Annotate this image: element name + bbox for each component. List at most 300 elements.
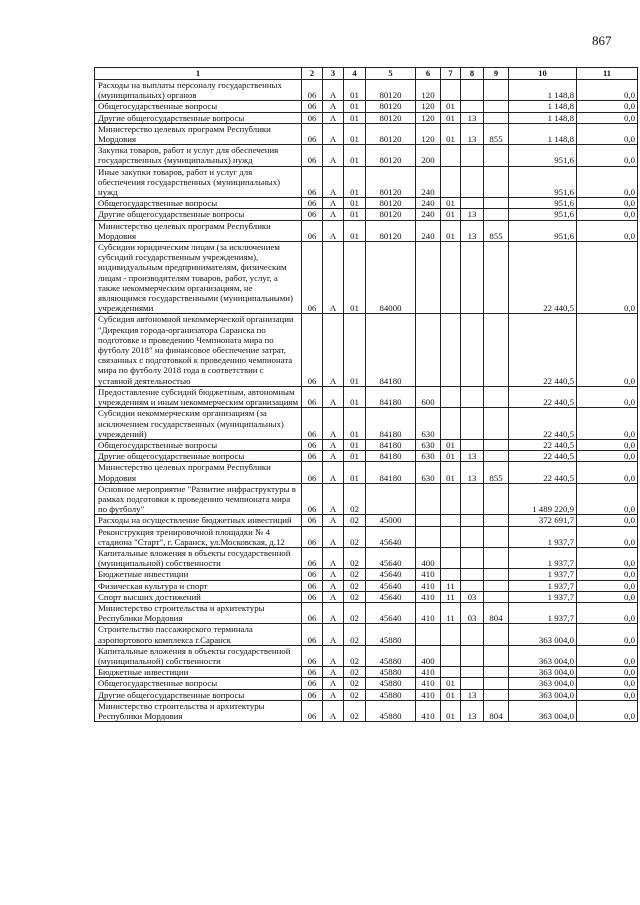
amount-extra-cell: 0,0 [577,123,638,144]
subprogram-code-cell: 01 [344,242,366,314]
expense-type-code-cell [416,314,441,386]
table-row [95,314,638,386]
expense-type-code-cell: 400 [416,547,441,568]
expense-type-code-cell: 630 [416,439,441,450]
chapter-code-cell [441,645,461,666]
chapter-code-cell: 01 [441,123,461,144]
program-code-cell: А [323,462,344,483]
amount-extra-cell: 0,0 [577,166,638,198]
table-row [95,624,638,645]
subprogram-code-cell: 01 [344,220,366,241]
subprogram-code-cell: 01 [344,112,366,123]
subprogram-code-cell: 02 [344,678,366,689]
program-code-cell: А [323,569,344,580]
ministry-code-cell [484,101,509,112]
subprogram-code-cell: 02 [344,700,366,721]
ministry-code-cell [484,451,509,462]
table-row [95,689,638,700]
section-code-cell: 06 [302,667,323,678]
section-code-cell: 06 [302,624,323,645]
table-row [95,569,638,580]
expense-type-code-cell: 400 [416,645,441,666]
chapter-code-cell: 01 [441,678,461,689]
section-code-cell: 06 [302,451,323,462]
table-row [95,515,638,526]
target-item-code-cell: 45640 [366,591,416,602]
ministry-code-cell [484,547,509,568]
amount-cell: 1 489 220,9 [509,483,577,515]
program-code-cell: А [323,112,344,123]
amount-cell: 1 148,8 [509,112,577,123]
ministry-code-cell [484,645,509,666]
program-code-cell: А [323,547,344,568]
section-code-cell: 06 [302,101,323,112]
target-item-code-cell: 84180 [366,314,416,386]
section-code-cell: 06 [302,408,323,440]
column-header: 2 [302,68,323,80]
ministry-code-cell [484,667,509,678]
subsection-code-cell [461,242,484,314]
header-row [95,68,638,80]
section-code-cell: 06 [302,689,323,700]
target-item-code-cell: 80120 [366,123,416,144]
subsection-code-cell [461,145,484,166]
subprogram-code-cell: 01 [344,451,366,462]
chapter-code-cell: 01 [441,451,461,462]
amount-extra-cell: 0,0 [577,101,638,112]
chapter-code-cell [441,242,461,314]
chapter-code-cell [441,408,461,440]
amount-cell: 1 148,8 [509,80,577,101]
table-row [95,112,638,123]
expense-type-code-cell: 200 [416,145,441,166]
amount-cell: 951,6 [509,166,577,198]
program-code-cell: А [323,386,344,407]
program-code-cell: А [323,101,344,112]
subsection-code-cell: 13 [461,462,484,483]
subprogram-code-cell: 02 [344,515,366,526]
table-body [95,80,638,722]
target-item-code-cell: 45640 [366,602,416,623]
expense-type-code-cell [416,242,441,314]
table-row [95,386,638,407]
amount-extra-cell: 0,0 [577,483,638,515]
chapter-code-cell [441,515,461,526]
section-code-cell: 06 [302,678,323,689]
ministry-code-cell [484,166,509,198]
item-name-cell: Предоставление субсидий бюджетным, автономным учреждениям и иным некоммерческим организациям [95,386,302,407]
chapter-code-cell: 11 [441,602,461,623]
item-name-cell: Закупка товаров, работ и услуг для обеспечения государственных (муниципальных) нужд [95,145,302,166]
expense-type-code-cell [416,624,441,645]
item-name-cell: Субсидии юридическим лицам (за исключением субсидий государственным учреждениям), индивидуальным предпринимателям, физическим лицам - производителям товаров, работ, услуг, а также некоммерческим организациям, не являющимся государственными (муниципальными) учреждениями [95,242,302,314]
amount-extra-cell: 0,0 [577,242,638,314]
amount-cell: 22 440,5 [509,462,577,483]
ministry-code-cell [484,314,509,386]
table-row [95,591,638,602]
table-row [95,198,638,209]
item-name-cell: Субсидии некоммерческим организациям (за исключением государственных (муниципальных) учреждений) [95,408,302,440]
ministry-code-cell [484,569,509,580]
target-item-code-cell: 84180 [366,386,416,407]
subsection-code-cell [461,314,484,386]
item-name-cell: Реконструкция тренировочной площадки № 4 стадиона "Старт", г. Саранск, ул.Московская, д.12 [95,526,302,547]
subprogram-code-cell: 01 [344,386,366,407]
subsection-code-cell [461,483,484,515]
target-item-code-cell: 45640 [366,569,416,580]
expense-type-code-cell: 120 [416,80,441,101]
target-item-code-cell: 84180 [366,408,416,440]
chapter-code-cell: 01 [441,689,461,700]
ministry-code-cell: 804 [484,700,509,721]
column-header: 4 [344,68,366,80]
table-row [95,439,638,450]
amount-extra-cell: 0,0 [577,602,638,623]
subprogram-code-cell: 02 [344,591,366,602]
ministry-code-cell: 855 [484,220,509,241]
ministry-code-cell [484,209,509,220]
amount-cell: 1 937,7 [509,569,577,580]
column-header: 8 [461,68,484,80]
subsection-code-cell [461,645,484,666]
expense-type-code-cell [416,483,441,515]
section-code-cell: 06 [302,166,323,198]
ministry-code-cell: 855 [484,462,509,483]
subsection-code-cell: 13 [461,112,484,123]
amount-extra-cell: 0,0 [577,145,638,166]
subprogram-code-cell: 02 [344,580,366,591]
program-code-cell: А [323,314,344,386]
table-row [95,80,638,101]
item-name-cell: Бюджетные инвестиции [95,569,302,580]
target-item-code-cell: 45880 [366,700,416,721]
amount-extra-cell: 0,0 [577,198,638,209]
chapter-code-cell: 11 [441,580,461,591]
amount-extra-cell: 0,0 [577,624,638,645]
program-code-cell: А [323,624,344,645]
amount-extra-cell: 0,0 [577,439,638,450]
amount-extra-cell: 0,0 [577,700,638,721]
section-code-cell: 06 [302,645,323,666]
page-number: 867 [592,33,612,48]
amount-cell: 22 440,5 [509,439,577,450]
target-item-code-cell: 45880 [366,624,416,645]
amount-cell: 1 937,7 [509,580,577,591]
ministry-code-cell [484,580,509,591]
program-code-cell: А [323,700,344,721]
amount-cell: 1 148,8 [509,123,577,144]
amount-extra-cell: 0,0 [577,667,638,678]
item-name-cell: Общегосударственные вопросы [95,439,302,450]
table-row [95,123,638,144]
table-row [95,166,638,198]
amount-cell: 951,6 [509,145,577,166]
section-code-cell: 06 [302,439,323,450]
item-name-cell: Министерство строительства и архитектуры Республики Мордовия [95,602,302,623]
section-code-cell: 06 [302,462,323,483]
item-name-cell: Бюджетные инвестиции [95,667,302,678]
subprogram-code-cell: 02 [344,667,366,678]
expense-type-code-cell [416,515,441,526]
subprogram-code-cell: 01 [344,145,366,166]
table-row [95,220,638,241]
expense-type-code-cell: 120 [416,112,441,123]
amount-extra-cell: 0,0 [577,80,638,101]
section-code-cell: 06 [302,569,323,580]
section-code-cell: 06 [302,198,323,209]
program-code-cell: А [323,408,344,440]
subsection-code-cell: 13 [461,209,484,220]
amount-extra-cell: 0,0 [577,112,638,123]
column-header: 7 [441,68,461,80]
expense-type-code-cell: 410 [416,689,441,700]
column-header: 3 [323,68,344,80]
amount-cell: 1 937,7 [509,547,577,568]
chapter-code-cell: 01 [441,700,461,721]
expense-type-code-cell: 630 [416,451,441,462]
subsection-code-cell [461,526,484,547]
expense-type-code-cell: 410 [416,602,441,623]
chapter-code-cell [441,624,461,645]
expense-type-code-cell [416,526,441,547]
ministry-code-cell: 855 [484,123,509,144]
item-name-cell: Иные закупки товаров, работ и услуг для обеспечения государственных (муниципальных) нужд [95,166,302,198]
column-header: 5 [366,68,416,80]
ministry-code-cell [484,112,509,123]
item-name-cell: Министерство целевых программ Республики Мордовия [95,462,302,483]
table-row [95,602,638,623]
amount-cell: 363 004,0 [509,645,577,666]
ministry-code-cell [484,242,509,314]
column-header: 9 [484,68,509,80]
target-item-code-cell: 80120 [366,101,416,112]
table-row [95,101,638,112]
subprogram-code-cell: 01 [344,462,366,483]
target-item-code-cell: 80120 [366,220,416,241]
amount-extra-cell: 0,0 [577,386,638,407]
ministry-code-cell [484,591,509,602]
column-header: 1 [95,68,302,80]
subsection-code-cell [461,515,484,526]
ministry-code-cell [484,145,509,166]
program-code-cell: А [323,602,344,623]
expense-type-code-cell: 410 [416,678,441,689]
section-code-cell: 06 [302,145,323,166]
expense-type-code-cell: 410 [416,591,441,602]
section-code-cell: 06 [302,386,323,407]
program-code-cell: А [323,689,344,700]
ministry-code-cell [484,198,509,209]
amount-extra-cell: 0,0 [577,569,638,580]
section-code-cell: 06 [302,242,323,314]
subsection-code-cell [461,439,484,450]
expense-type-code-cell: 240 [416,198,441,209]
section-code-cell: 06 [302,314,323,386]
budget-table [94,67,638,722]
program-code-cell: А [323,678,344,689]
expense-type-code-cell: 410 [416,700,441,721]
subprogram-code-cell: 02 [344,602,366,623]
target-item-code-cell: 80120 [366,80,416,101]
amount-cell: 363 004,0 [509,667,577,678]
ministry-code-cell [484,386,509,407]
chapter-code-cell: 01 [441,462,461,483]
section-code-cell: 06 [302,80,323,101]
expense-type-code-cell: 600 [416,386,441,407]
ministry-code-cell [484,439,509,450]
amount-cell: 363 004,0 [509,689,577,700]
section-code-cell: 06 [302,220,323,241]
section-code-cell: 06 [302,580,323,591]
expense-type-code-cell: 410 [416,569,441,580]
chapter-code-cell [441,526,461,547]
amount-extra-cell: 0,0 [577,462,638,483]
item-name-cell: Министерство строительства и архитектуры Республики Мордовия [95,700,302,721]
subsection-code-cell [461,580,484,591]
ministry-code-cell [484,689,509,700]
chapter-code-cell [441,483,461,515]
amount-extra-cell: 0,0 [577,408,638,440]
chapter-code-cell: 01 [441,220,461,241]
subsection-code-cell [461,198,484,209]
item-name-cell: Другие общегосударственные вопросы [95,209,302,220]
program-code-cell: А [323,645,344,666]
ministry-code-cell [484,408,509,440]
table-row [95,580,638,591]
subprogram-code-cell: 02 [344,526,366,547]
target-item-code-cell [366,483,416,515]
chapter-code-cell [441,386,461,407]
target-item-code-cell: 80120 [366,112,416,123]
target-item-code-cell: 45640 [366,580,416,591]
program-code-cell: А [323,80,344,101]
subprogram-code-cell: 01 [344,408,366,440]
subsection-code-cell [461,667,484,678]
amount-cell: 22 440,5 [509,242,577,314]
item-name-cell: Расходы на выплаты персоналу государственных (муниципальных) органов [95,80,302,101]
subprogram-code-cell: 01 [344,314,366,386]
table-row [95,645,638,666]
target-item-code-cell: 84180 [366,451,416,462]
target-item-code-cell: 80120 [366,145,416,166]
amount-cell: 372 691,7 [509,515,577,526]
subsection-code-cell: 13 [461,220,484,241]
ministry-code-cell [484,526,509,547]
table-row [95,462,638,483]
subprogram-code-cell: 01 [344,101,366,112]
program-code-cell: А [323,580,344,591]
table-row [95,700,638,721]
amount-extra-cell: 0,0 [577,220,638,241]
table-row [95,483,638,515]
amount-cell: 1 148,8 [509,101,577,112]
target-item-code-cell: 80120 [366,166,416,198]
subsection-code-cell [461,678,484,689]
chapter-code-cell [441,80,461,101]
table-row [95,526,638,547]
item-name-cell: Капитальные вложения в объекты государственной (муниципальной) собственности [95,645,302,666]
subprogram-code-cell: 01 [344,198,366,209]
subprogram-code-cell: 01 [344,123,366,144]
section-code-cell: 06 [302,112,323,123]
table-row [95,667,638,678]
section-code-cell: 06 [302,602,323,623]
chapter-code-cell: 11 [441,591,461,602]
program-code-cell: А [323,220,344,241]
chapter-code-cell [441,166,461,198]
program-code-cell: А [323,515,344,526]
item-name-cell: Другие общегосударственные вопросы [95,112,302,123]
subsection-code-cell [461,408,484,440]
subsection-code-cell [461,80,484,101]
subsection-code-cell: 13 [461,700,484,721]
amount-cell: 22 440,5 [509,314,577,386]
program-code-cell: А [323,123,344,144]
expense-type-code-cell: 630 [416,408,441,440]
item-name-cell: Другие общегосударственные вопросы [95,689,302,700]
ministry-code-cell: 804 [484,602,509,623]
section-code-cell: 06 [302,700,323,721]
subsection-code-cell [461,569,484,580]
program-code-cell: А [323,242,344,314]
amount-cell: 1 937,7 [509,526,577,547]
target-item-code-cell: 45880 [366,645,416,666]
item-name-cell: Строительство пассажирского терминала аэропортового комплекса г.Саранск [95,624,302,645]
subsection-code-cell: 03 [461,602,484,623]
ministry-code-cell [484,678,509,689]
amount-extra-cell: 0,0 [577,451,638,462]
subsection-code-cell [461,101,484,112]
subprogram-code-cell: 02 [344,547,366,568]
amount-cell: 363 004,0 [509,624,577,645]
target-item-code-cell: 45880 [366,667,416,678]
column-header: 10 [509,68,577,80]
table-row [95,209,638,220]
amount-extra-cell: 0,0 [577,591,638,602]
chapter-code-cell [441,314,461,386]
item-name-cell: Другие общегосударственные вопросы [95,451,302,462]
program-code-cell: А [323,483,344,515]
ministry-code-cell [484,80,509,101]
item-name-cell: Общегосударственные вопросы [95,198,302,209]
chapter-code-cell [441,547,461,568]
table-row [95,408,638,440]
program-code-cell: А [323,667,344,678]
chapter-code-cell [441,569,461,580]
amount-cell: 363 004,0 [509,700,577,721]
chapter-code-cell [441,145,461,166]
item-name-cell: Спорт высших достижений [95,591,302,602]
table-row [95,242,638,314]
subprogram-code-cell: 02 [344,483,366,515]
section-code-cell: 06 [302,547,323,568]
chapter-code-cell: 01 [441,198,461,209]
amount-cell: 951,6 [509,209,577,220]
column-header: 11 [577,68,638,80]
amount-cell: 951,6 [509,220,577,241]
item-name-cell: Общегосударственные вопросы [95,678,302,689]
amount-extra-cell: 0,0 [577,678,638,689]
amount-cell: 22 440,5 [509,408,577,440]
item-name-cell: Расходы на осуществление бюджетных инвестиций [95,515,302,526]
target-item-code-cell: 45640 [366,526,416,547]
chapter-code-cell: 01 [441,439,461,450]
expense-type-code-cell: 410 [416,580,441,591]
expense-type-code-cell: 240 [416,166,441,198]
target-item-code-cell: 84180 [366,462,416,483]
amount-cell: 363 004,0 [509,678,577,689]
section-code-cell: 06 [302,123,323,144]
